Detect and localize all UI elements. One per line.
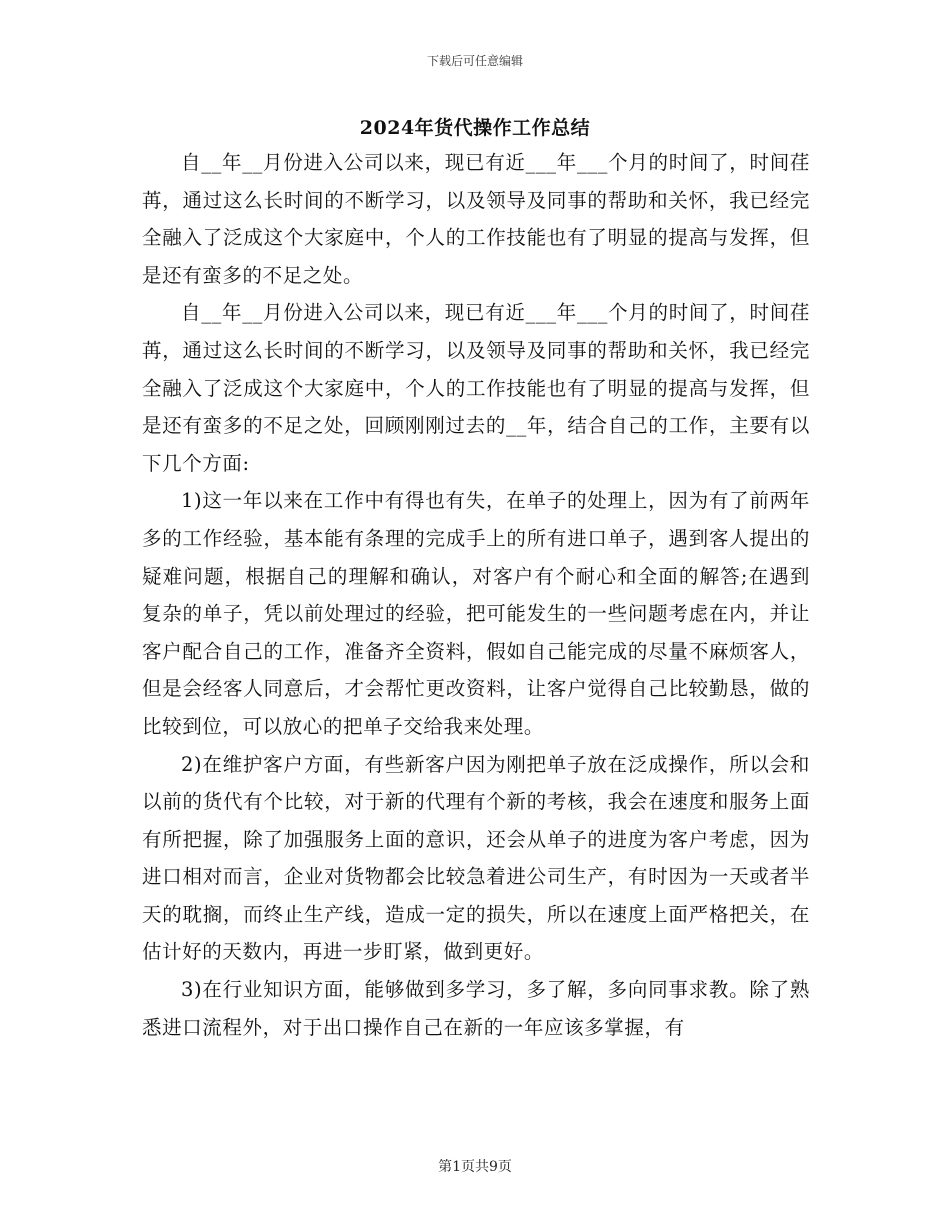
paragraph-4: 2)在维护客户方面，有些新客户因为刚把单子放在泛成操作，所以会和以前的货代有个比较，对于新的代理有个新的考核，我会在速度和服务上面有所把握，除了加强服务上面的意识，还会从单子的进度为客户考虑，因为进口相对而言，企业对货物都会比较急着进公司生产，有时因为一天或者半天的耽搁，而终止生产线，造成一定的损失，所以在速度上面严格把关，在估计好的天数内，再进一步盯紧，做到更好。 (142, 752, 810, 964)
paragraph-1: 自__年__月份进入公司以来，现已有近___年___个月的时间了，时间荏苒，通过这么长时间的不断学习，以及领导及同事的帮助和关怀，我已经完全融入了泛成这个大家庭中，个人的工作技能也有了明显的提高与发挥，但是还有蛮多的不足之处。 (142, 151, 810, 287)
page-number: 第1页共9页 (438, 1159, 512, 1175)
document-title: 2024年货代操作工作总结 (359, 117, 591, 139)
document-body (142, 144, 810, 1046)
paragraph-2: 自__年__月份进入公司以来，现已有近___年___个月的时间了，时间荏苒，通过这么长时间的不断学习，以及领导及同事的帮助和关怀，我已经完全融入了泛成这个大家庭中，个人的工作技能也有了明显的提高与发挥，但是还有蛮多的不足之处，回顾刚刚过去的__年，结合自己的工作，主要有以下几个方面: (142, 301, 810, 475)
paragraph-3: 1)这一年以来在工作中有得也有失，在单子的处理上，因为有了前两年多的工作经验，基本能有条理的完成手上的所有进口单子，遇到客人提出的疑难问题，根据自己的理解和确认，对客户有个耐心和全面的解答;在遇到复杂的单子，凭以前处理过的经验，把可能发生的一些问题考虑在内，并让客户配合自己的工作，准备齐全资料，假如自己能完成的尽量不麻烦客人，但是会经客人同意后，才会帮忙更改资料，让客户觉得自己比较勤恳，做的比较到位，可以放心的把单子交给我来处理。 (142, 489, 810, 738)
page-header-note: 下载后可任意编辑 (426, 54, 523, 68)
paragraph-5: 3)在行业知识方面，能够做到多学习，多了解，多向同事求教。除了熟悉进口流程外，对于出口操作自己在新的一年应该多掌握，有 (142, 978, 810, 1039)
